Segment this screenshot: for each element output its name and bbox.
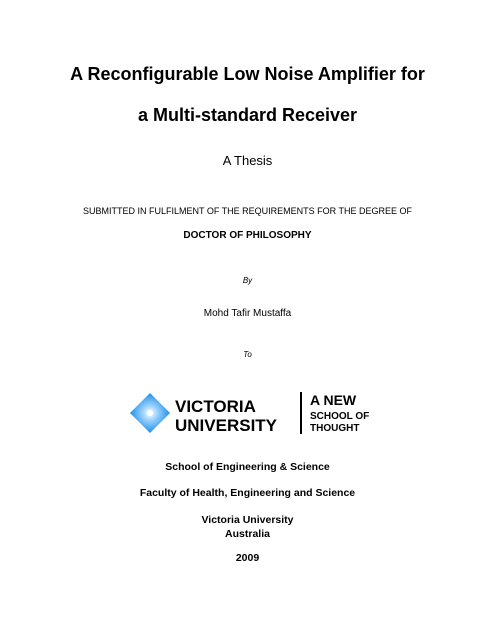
document-type: A Thesis [222, 153, 273, 168]
by-label: By [242, 276, 253, 285]
degree-name: DOCTOR OF PHILOSOPHY [183, 230, 312, 241]
university-name: Victoria University [201, 514, 294, 526]
year: 2009 [235, 552, 260, 564]
school-name: School of Engineering & Science [165, 461, 330, 473]
logo-name-line-1: VICTORIA [175, 397, 256, 416]
logo-slogan-line-1: A NEW [310, 392, 357, 408]
logo-divider [300, 392, 302, 434]
thesis-title-line-1: A Reconfigurable Low Noise Amplifier for [70, 64, 425, 84]
logo-name-line-2: UNIVERSITY [175, 416, 278, 435]
submission-statement: SUBMITTED IN FULFILMENT OF THE REQUIREMENTS FOR THE DEGREE OF [82, 206, 413, 216]
country-name: Australia [225, 528, 270, 540]
faculty-name: Faculty of Health, Engineering and Science [139, 487, 356, 499]
emblem-center-icon [147, 410, 153, 416]
logo-slogan-line-2: SCHOOL OF [310, 411, 370, 422]
to-label: To [243, 350, 252, 359]
author-name: Mohd Tafir Mustaffa [203, 308, 292, 319]
thesis-title-line-2: a Multi-standard Receiver [137, 105, 358, 125]
university-logo-graphic [130, 388, 370, 438]
victoria-university-logo [130, 388, 370, 438]
logo-slogan-line-3: THOUGHT [310, 423, 360, 434]
